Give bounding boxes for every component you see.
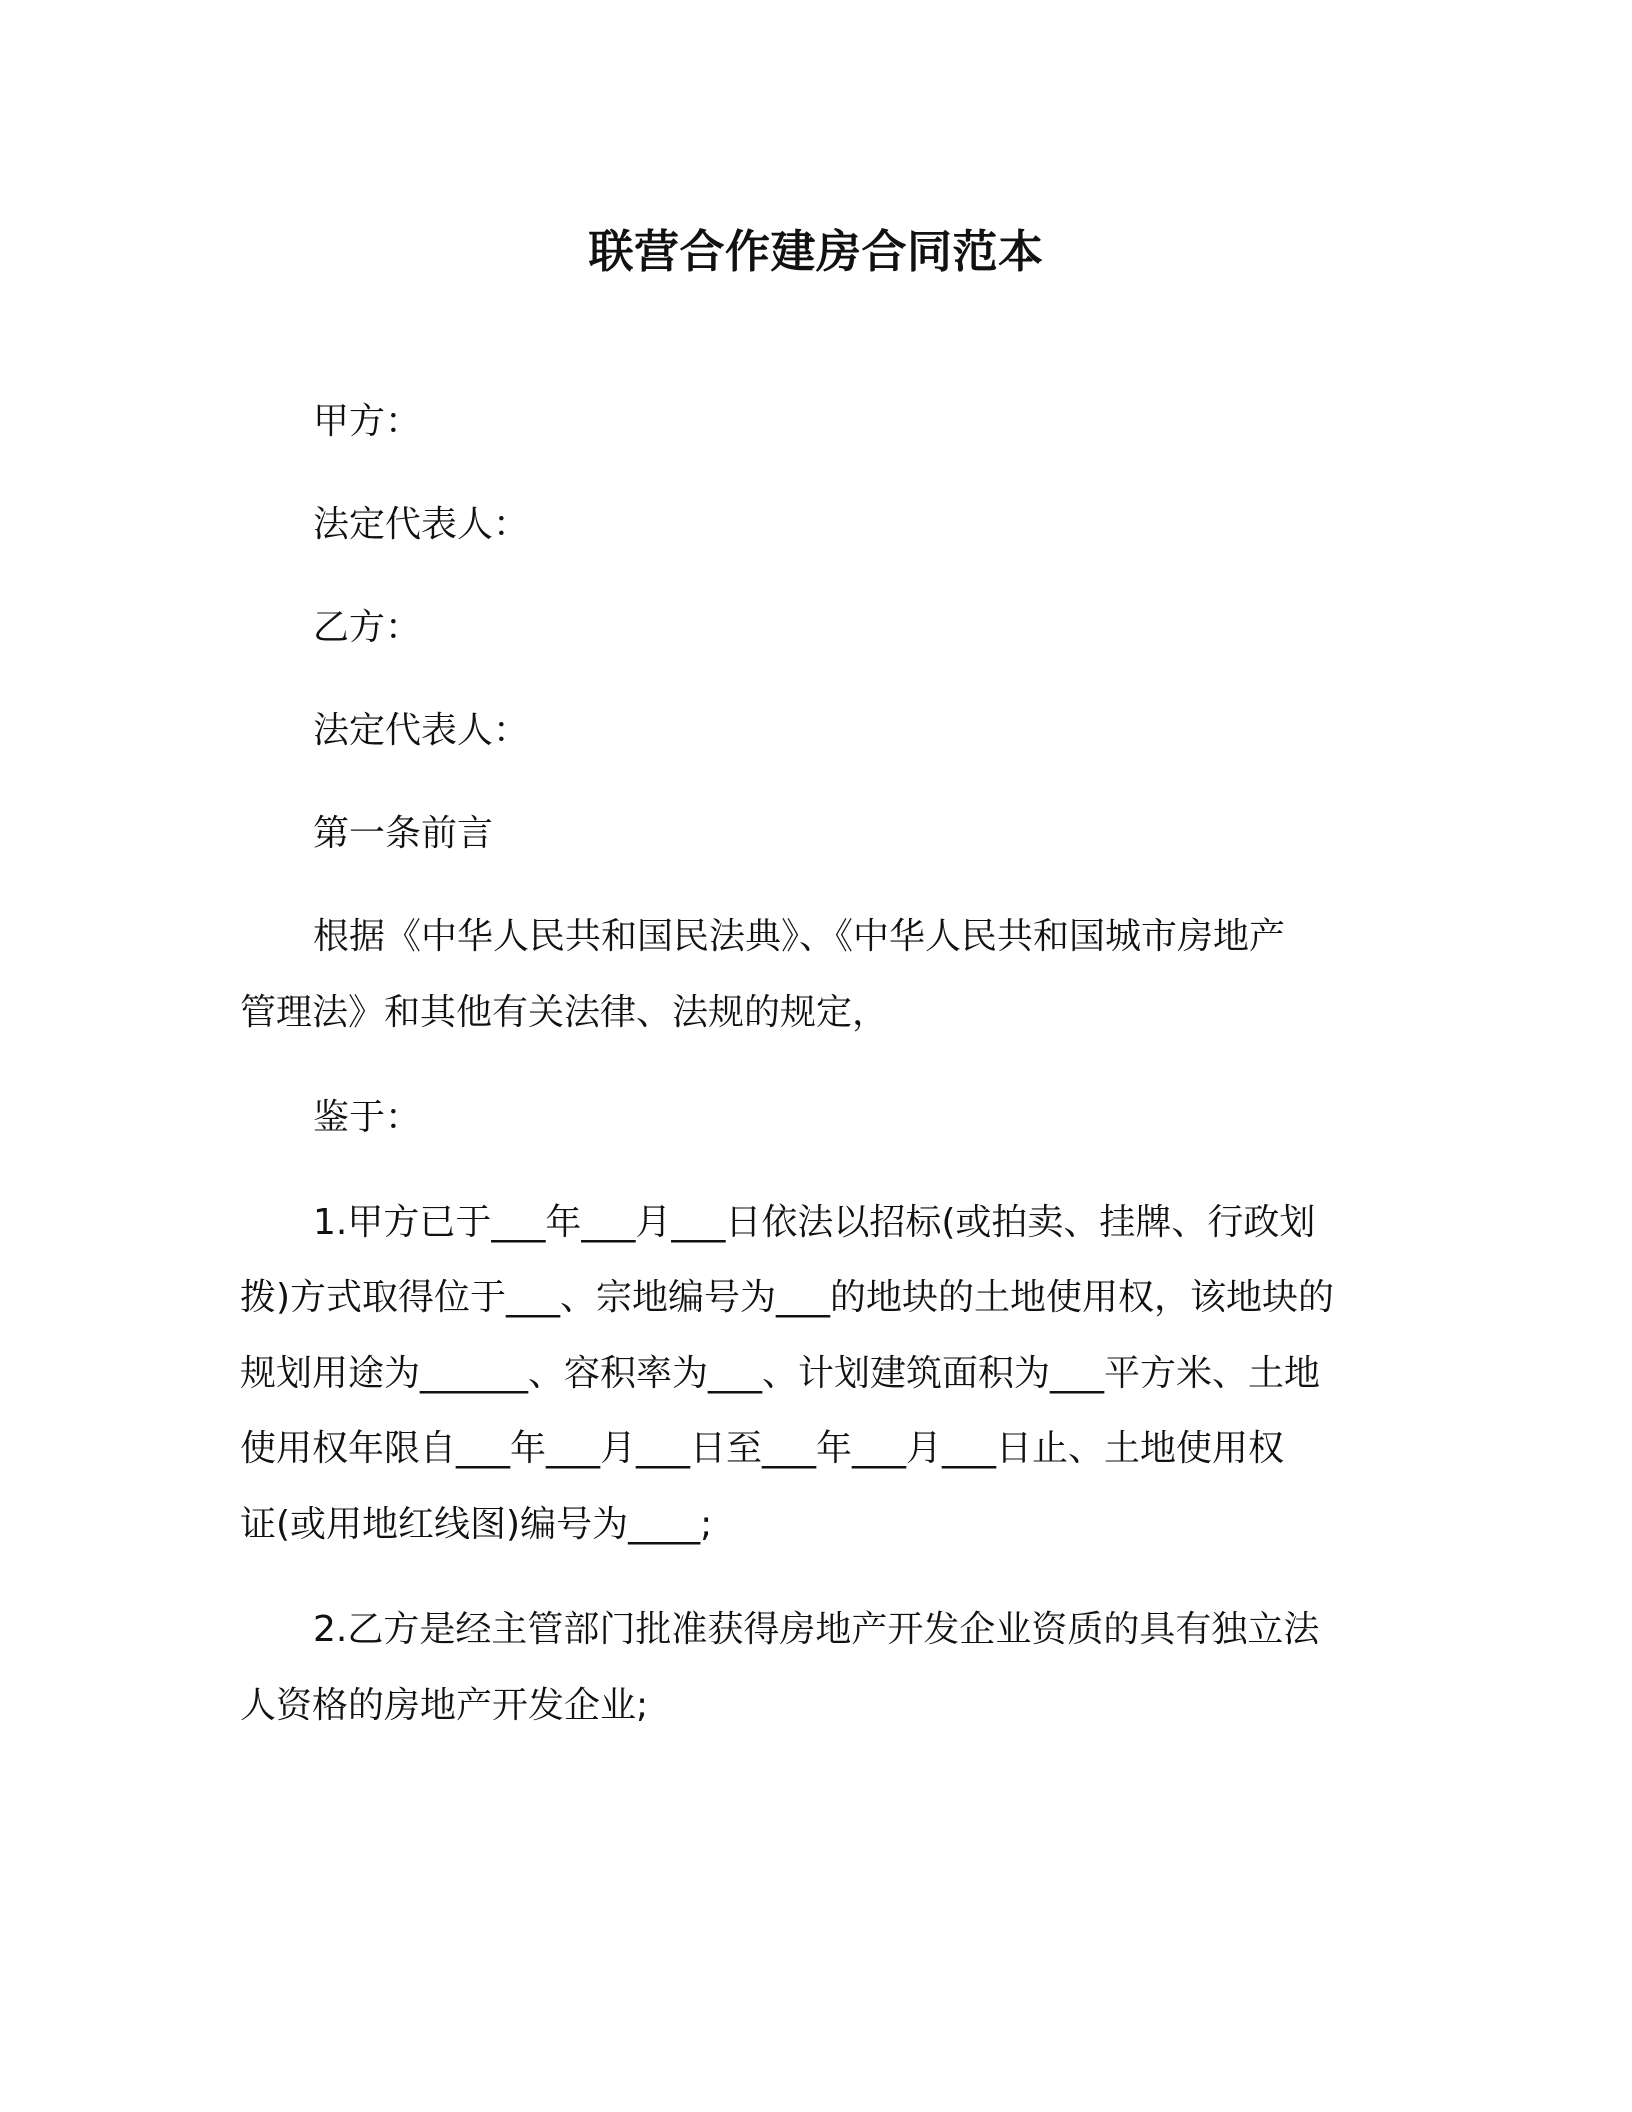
article-1-heading: 第一条前言: [313, 813, 494, 854]
party-a-label: 甲方：: [313, 401, 422, 442]
preamble-line: 根据《中华人民共和国民法典》、《中华人民共和国城市房地产: [313, 916, 1286, 957]
party-b-label: 乙方：: [313, 607, 422, 648]
clause-2-line: 2.乙方是经主管部门批准获得房地产开发企业资质的具有独立法: [313, 1609, 1320, 1650]
clause-1-line: 使用权年限自___年___月___日至___年___月___日止、土地使用权: [240, 1428, 1285, 1469]
clause-1-line: 规划用途为______、容积率为___、计划建筑面积为___平方米、土地: [240, 1353, 1321, 1394]
whereas-label: 鉴于：: [313, 1097, 422, 1138]
clause-1-line: 拨)方式取得位于___、宗地编号为___的地块的土地使用权，该地块的: [240, 1277, 1335, 1318]
clause-1-line: 1.甲方已于___年___月___日依法以招标(或拍卖、挂牌、行政划: [313, 1202, 1316, 1243]
clause-2-line: 人资格的房地产开发企业;: [240, 1685, 649, 1726]
party-b-representative-label: 法定代表人：: [313, 710, 530, 751]
preamble-line: 管理法》和其他有关法律、法规的规定，: [240, 992, 889, 1033]
clause-1-line: 证(或用地红线图)编号为____;: [240, 1504, 713, 1545]
document-title: 联营合作建房合同范本: [588, 225, 1044, 278]
party-a-representative-label: 法定代表人：: [313, 504, 530, 545]
